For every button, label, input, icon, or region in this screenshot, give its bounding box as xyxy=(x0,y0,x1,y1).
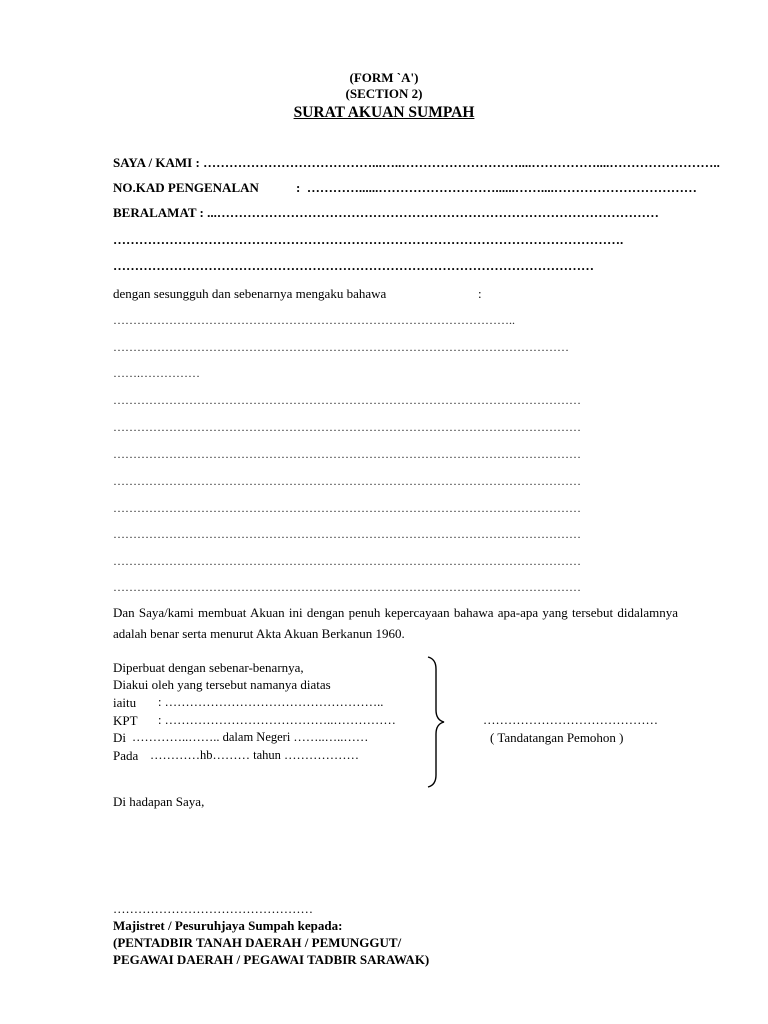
pada-value: …………hb……… tahun ……………… xyxy=(150,748,360,762)
declaration-line-1: ……………………………………………………………………………………….. xyxy=(113,313,515,327)
witness-role-line-3: PEGAWAI DAERAH / PEGAWAI TADBIR SARAWAK) xyxy=(113,952,430,967)
made-line: Diperbuat dengan sebenar-benarnya, xyxy=(113,660,304,675)
witness-role: Majistret / Pesuruhjaya Sumpah kepada: xyxy=(113,918,343,933)
di-value: …………..…….. dalam Negeri ……..…..…… xyxy=(132,730,369,744)
address-dots: ...………………………………………………………………………………………… xyxy=(207,205,659,220)
ic-label: NO.KAD PENGENALAN xyxy=(113,180,259,195)
address-line-2: ………………………………………………………………………………………………………. xyxy=(113,232,624,247)
declaration-line-9: ……………………………………………………………………………………………………… xyxy=(113,527,581,541)
address-label: BERALAMAT : xyxy=(113,205,208,220)
name-row xyxy=(113,155,720,171)
di-label: Di xyxy=(113,730,126,745)
address-line-3: ………………………………………………………………………………………………… xyxy=(113,258,594,273)
document-title: SURAT AKUAN SUMPAH xyxy=(293,104,475,121)
address-row xyxy=(113,205,659,221)
declaration-line-4: ……………………………………………………………………………………………………… xyxy=(113,393,581,407)
declaration-line-2: …………………………………………………………………………………………………… xyxy=(113,340,569,354)
kpt-value: : …………………………………..…………… xyxy=(158,713,396,727)
witness-role-line-2: (PENTADBIR TANAH DAERAH / PEMUNGGUT/ xyxy=(113,935,402,950)
name-label: SAYA / KAMI : xyxy=(113,155,204,170)
ic-dots: …………......………………………......……....…………………………… xyxy=(306,180,697,195)
iaitu-value: : …………………………………………….. xyxy=(158,695,384,709)
pada-label: Pada xyxy=(113,748,139,763)
before-me-line: Di hadapan Saya, xyxy=(113,794,205,809)
acknowledged-line: Diakui oleh yang tersebut namanya diatas xyxy=(113,677,331,692)
declaration-line-6: ……………………………………………………………………………………………………… xyxy=(113,447,581,461)
declaration-line-5: ……………………………………………………………………………………………………… xyxy=(113,420,581,434)
declaration-line-10: ……………………………………………………………………………………………………… xyxy=(113,554,581,568)
declaration-line-3: …….…………… xyxy=(113,366,200,380)
iaitu-label: iaitu xyxy=(113,695,137,710)
name-dots: …………………………………...…..………………………....……………....…………………….. xyxy=(203,155,720,170)
witness-signature-line: ………………………………………… xyxy=(113,902,313,916)
signature-dots: …………………………………… xyxy=(483,713,658,727)
declaration-intro: dengan sesungguh dan sebenarnya mengaku bahawa xyxy=(113,286,387,301)
declaration-line-11: ……………………………………………………………………………………………………… xyxy=(113,580,581,594)
declaration-line-7: ……………………………………………………………………………………………………… xyxy=(113,474,581,488)
form-label: (FORM `A') xyxy=(349,70,419,85)
ic-colon: : xyxy=(296,180,301,195)
section-label: (SECTION 2) xyxy=(345,86,423,101)
closing-paragraph: Dan Saya/kami membuat Akuan ini dengan penuh kepercayaan bahawa apa-apa yang tersebut didalamnya adalah benar serta menurut Akta Akuan Berkanun 1960. xyxy=(113,605,678,641)
declaration-line-8: ……………………………………………………………………………………………………… xyxy=(113,501,581,515)
declaration-intro-colon: : xyxy=(478,286,482,301)
signature-caption: ( Tandatangan Pemohon ) xyxy=(490,730,624,745)
curly-brace-icon xyxy=(422,655,448,789)
kpt-label: KPT xyxy=(113,713,138,728)
ic-row xyxy=(296,180,697,196)
